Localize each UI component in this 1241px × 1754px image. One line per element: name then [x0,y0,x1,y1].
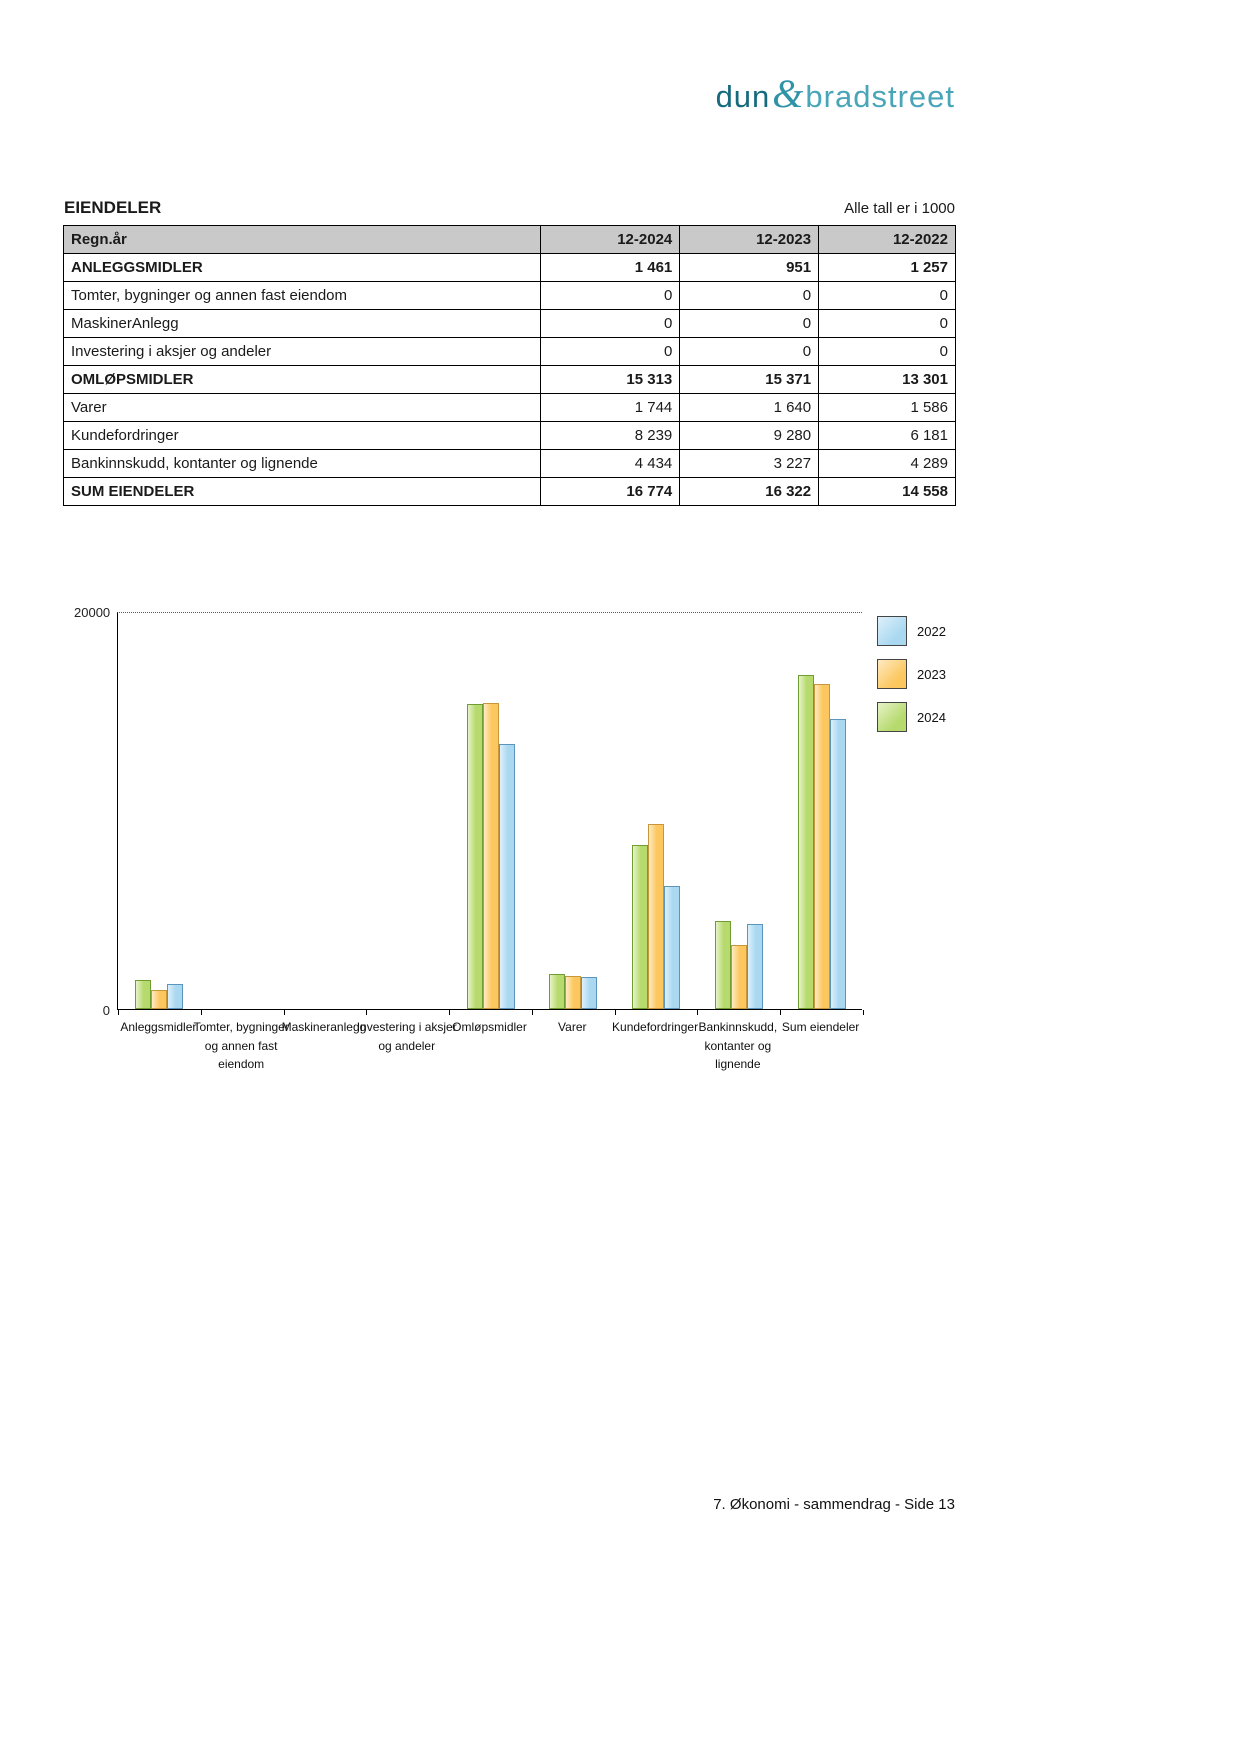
row-label: Bankinnskudd, kontanter og lignende [64,450,541,478]
category-label: Investering i aksjer og andeler [356,1020,457,1053]
logo-text-dun: dun [715,79,771,114]
bar-2023 [648,824,664,1009]
bar-2023 [483,703,499,1009]
category-label: Kundefordringer [612,1020,699,1034]
chart-category-labels [117,1018,862,1118]
table-row [64,422,956,450]
row-value: 1 744 [541,394,680,422]
logo-ampersand-icon: & [772,71,804,116]
legend-label: 2023 [917,666,946,682]
row-value: 13 301 [819,366,956,394]
row-label: Investering i aksjer og andeler [64,338,541,366]
legend-swatch-2024 [877,702,907,732]
row-value: 3 227 [680,450,819,478]
category-label: Bankinnskudd, kontanter og lignende [698,1020,778,1072]
logo-text-bradstreet: bradstreet [805,79,955,114]
row-label: MaskinerAnlegg [64,310,541,338]
row-label: Varer [64,394,541,422]
legend-item [877,616,946,646]
category-label: Omløpsmidler [452,1020,527,1034]
x-axis-tick [284,1010,285,1015]
category-label: Varer [558,1020,587,1034]
table-row [64,478,956,506]
x-axis-tick [780,1010,781,1015]
row-value: 1 640 [680,394,819,422]
chart-plot [117,612,862,1010]
dun-bradstreet-logo [716,70,955,117]
column-header-2023: 12-2023 [680,226,819,254]
column-header-2022: 12-2022 [819,226,956,254]
category-label: Anleggsmidler [120,1020,197,1034]
bar-2023 [565,976,581,1009]
bar-2024 [467,704,483,1009]
bar-2023 [151,990,167,1009]
row-value: 951 [680,254,819,282]
table-header-row [64,226,956,254]
row-value: 1 257 [819,254,956,282]
row-label: Tomter, bygninger og annen fast eiendom [64,282,541,310]
x-axis-tick [449,1010,450,1015]
row-value: 0 [541,338,680,366]
table-row [64,254,956,282]
legend-item [877,702,946,732]
chart-legend [877,616,946,745]
legend-swatch-2022 [877,616,907,646]
category-label: Maskineranlegg [281,1020,367,1034]
assets-table-body [64,254,956,506]
row-value: 1 586 [819,394,956,422]
row-value: 0 [541,282,680,310]
bar-2023 [731,945,747,1009]
table-row [64,450,956,478]
table-row [64,338,956,366]
assets-chart [74,602,1178,1122]
row-value: 0 [819,282,956,310]
bar-2022 [167,984,183,1009]
row-value: 0 [541,310,680,338]
row-label: SUM EIENDELER [64,478,541,506]
row-value: 15 371 [680,366,819,394]
column-header-regnar: Regn.år [64,226,541,254]
table-row [64,310,956,338]
x-axis-tick [863,1010,864,1015]
row-value: 1 461 [541,254,680,282]
y-axis-zero-label: 0 [102,1003,110,1018]
row-value: 8 239 [541,422,680,450]
x-axis-tick [366,1010,367,1015]
x-axis-tick [532,1010,533,1015]
assets-table-container [63,225,956,506]
row-value: 16 774 [541,478,680,506]
x-axis-tick [697,1010,698,1015]
assets-table [63,225,956,506]
bar-2024 [549,974,565,1009]
row-value: 14 558 [819,478,956,506]
row-value: 0 [819,310,956,338]
bar-2024 [632,845,648,1009]
bar-2023 [814,684,830,1009]
row-value: 4 434 [541,450,680,478]
row-value: 9 280 [680,422,819,450]
x-axis-tick [201,1010,202,1015]
bar-2024 [715,921,731,1009]
row-label: ANLEGGSMIDLER [64,254,541,282]
row-value: 15 313 [541,366,680,394]
bar-2022 [747,924,763,1009]
bar-2024 [135,980,151,1009]
table-row [64,394,956,422]
legend-label: 2022 [917,623,946,639]
bar-2022 [664,886,680,1009]
row-label: OMLØPSMIDLER [64,366,541,394]
units-note: Alle tall er i 1000 [844,200,955,217]
bar-2022 [499,744,515,1009]
legend-item [877,659,946,689]
table-row [64,366,956,394]
category-label: Sum eiendeler [781,1020,860,1034]
bar-2022 [581,977,597,1009]
page-title: EIENDELER [64,198,162,217]
row-value: 0 [819,338,956,366]
x-axis-tick [118,1010,119,1015]
row-value: 0 [680,282,819,310]
page-footer: 7. Økonomi - sammendrag - Side 13 [713,1496,955,1513]
row-value: 16 322 [680,478,819,506]
bar-2022 [830,719,846,1009]
row-value: 4 289 [819,450,956,478]
column-header-2024: 12-2024 [541,226,680,254]
table-row [64,282,956,310]
category-label: Tomter, bygninger og annen fast eiendom [193,1020,289,1072]
bar-2024 [798,675,814,1009]
row-label: Kundefordringer [64,422,541,450]
legend-label: 2024 [917,709,946,725]
row-value: 0 [680,310,819,338]
y-axis-max-label: 20000 [74,605,111,620]
legend-swatch-2023 [877,659,907,689]
x-axis-tick [615,1010,616,1015]
row-value: 6 181 [819,422,956,450]
row-value: 0 [680,338,819,366]
